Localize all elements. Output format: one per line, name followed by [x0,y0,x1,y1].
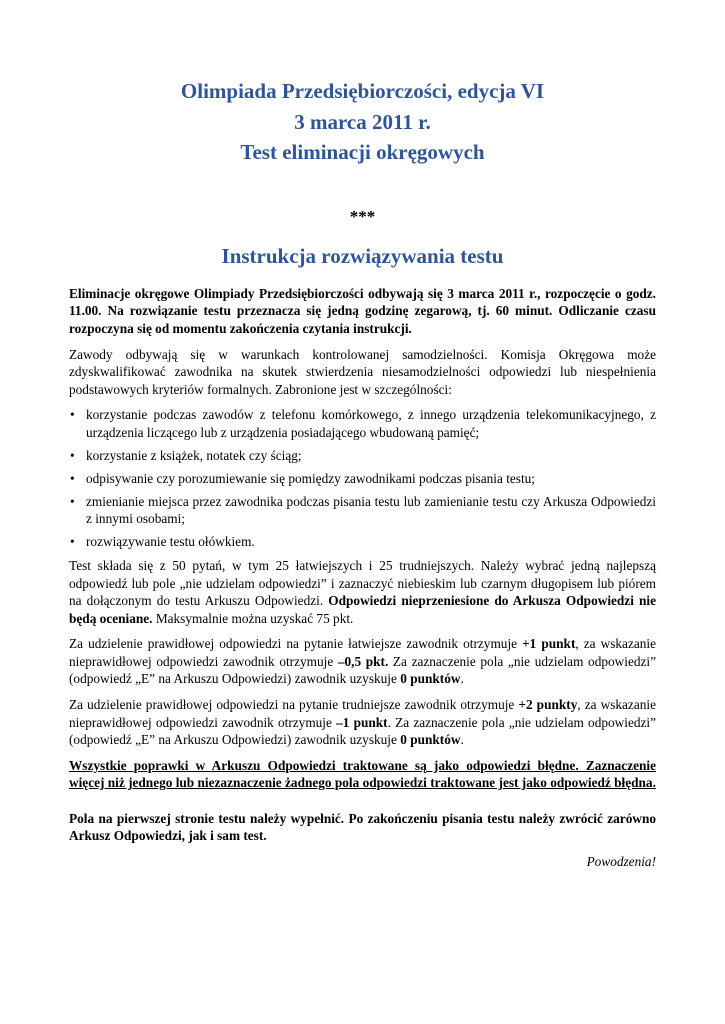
bullet-icon: • [70,533,75,549]
instructions-body [69,285,656,879]
olympiad-title: Olimpiada Przedsiębiorczości, edycja VI [180,79,545,103]
list-item: • korzystanie z książek, notatek czy ściąg; [70,447,302,463]
final-note: Pola na pierwszej stronie testu należy wypełnić. Po zakończeniu pisania testu należy zwrócić zarówno Arkusz Odpowiedzi, jak i sam test. [69,810,656,844]
bullet-icon: • [70,493,75,509]
prohibited-list [69,406,656,550]
list-item: • zmienianie miejsca przez zawodnika podczas pisania testu lub zamienianie testu czy Arkusza Odpowiedzi z innymi osobami; [70,493,656,526]
bullet-icon: • [70,447,75,463]
separator: *** [349,207,376,226]
list-item: • odpisywanie czy porozumiewanie się pomiędzy zawodnikami podczas pisania testu; [70,470,536,486]
scoring-easy-paragraph: Za udzielenie prawidłowej odpowiedzi na pytanie łatwiejsze zawodnik otrzymuje +1 punkt, za wskazanie nieprawidłowej odpowiedzi zawodnik otrzymuje –0,5 pkt. Za zaznaczenie pola „nie udzielam odpowiedzi” (odpowiedź „E” na Arkuszu Odpowiedzi) zawodnik uzyskuje 0 punktów. [69,636,657,687]
bullet-icon: • [70,407,75,423]
instructions-title: Instrukcja rozwiązywania testu [221,244,504,268]
scoring-hard-paragraph: Za udzielenie prawidłowej odpowiedzi na pytanie trudniejsze zawodnik otrzymuje +2 punkty, za wskazanie nieprawidłowej odpowiedzi zawodnik otrzymuje –1 punkt. Za zaznaczenie pola „nie udzielam odpowiedzi” (odpowiedź „E” na Arkuszu Odpowiedzi) zawodnik uzyskuje 0 punktów. [69,697,656,747]
signoff: Powodzenia! [586,853,656,869]
list-item: • korzystanie podczas zawodów z telefonu komórkowego, z innego urządzenia telekomunikacyjnego, z urządzenia liczącego lub z urządzenia posiadającego wbudowaną pamięć; [70,407,656,440]
document-header [0,76,725,168]
test-info-paragraph: Test składa się z 50 pytań, w tym 25 łatwiejszych i 25 trudniejszych. Należy wybrać jedną najlepszą odpowiedź lub pole „nie udzielam odpowiedzi” i zaznaczyć niebieskim lub czarnym długopisem lub piórem na dołączonym do testu Arkuszu Odpowiedzi. Odpowiedzi nieprzeniesione do Arkusza Odpowiedzi nie będą oceniane. Maksymalnie można uzyskać 75 pkt. [69,558,657,626]
bullet-icon: • [70,470,75,486]
list-item: • rozwiązywanie testu ołówkiem. [70,533,255,549]
corrections-note: Wszystkie poprawki w Arkuszu Odpowiedzi traktowane są jako odpowiedzi błędne. Zaznaczenie więcej niż jednego lub niezaznaczenie żadnego pola odpowiedzi traktowane jest jako odpowiedź błędna. [69,757,656,791]
unscored-warning: Odpowiedzi nieprzeniesione do Arkusza Odpowiedzi nie będą oceniane. [69,593,657,626]
test-name: Test eliminacji okręgowych [240,140,485,164]
conditions-paragraph: Zawody odbywają się w warunkach kontrolowanej samodzielności. Komisja Okręgowa może zdyskwalifikować zawodnika na skutek stwierdzenia niesamodzielności odpowiedzi lub niespełnienia podstawowych kryteriów formalnych. Zabronione jest w szczególności: [69,346,656,397]
intro-paragraph: Eliminacje okręgowe Olimpiady Przedsiębiorczości odbywają się 3 marca 2011 r., rozpoczęcie o godz. 11.00. Na rozwiązanie testu przeznacza się jedną godzinę zegarową, tj. 60 minut. Odliczanie czasu rozpoczyna się od momentu zakończenia czytania instrukcji. [69,286,656,336]
exam-date: 3 marca 2011 r. [294,109,431,134]
